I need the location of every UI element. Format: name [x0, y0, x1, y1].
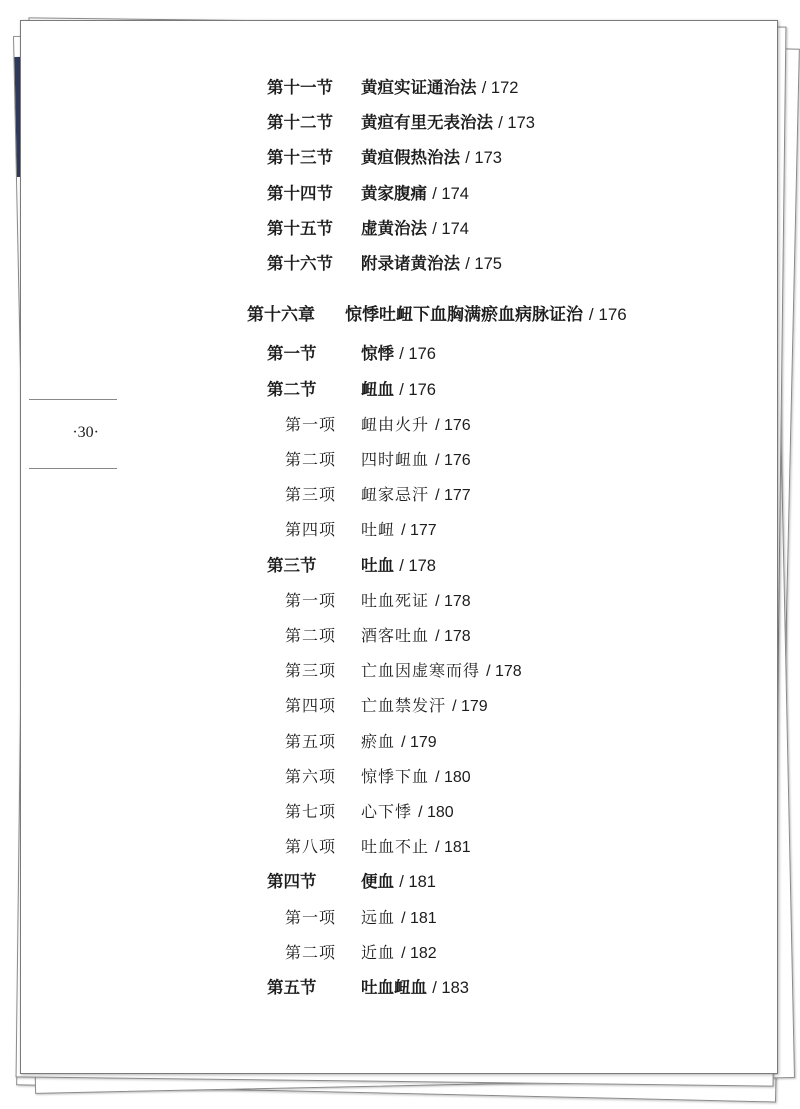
toc-item	[285, 695, 488, 718]
toc-page-ref: / 176	[399, 345, 436, 364]
toc-title: 惊悸吐衄下血胸满瘀血病脉证治	[345, 305, 583, 326]
toc-title: 吐血不止	[361, 837, 430, 857]
toc-page-ref: / 173	[465, 149, 502, 168]
toc-title: 瘀血	[361, 731, 396, 751]
toc-section	[267, 253, 502, 275]
toc-label: 第十一节	[267, 78, 333, 97]
toc-item	[285, 801, 454, 824]
toc-label: 第一项	[285, 414, 337, 434]
toc-label: 第五节	[267, 978, 317, 997]
toc-page-ref: / 173	[498, 114, 535, 133]
toc-title: 亡血禁发汗	[361, 696, 447, 716]
toc-label: 第一项	[285, 590, 337, 610]
toc-label: 第三项	[285, 661, 337, 681]
toc-label: 第十二节	[267, 113, 333, 133]
toc-item	[285, 484, 471, 507]
toc-item	[285, 519, 437, 542]
toc-label: 第二项	[285, 626, 337, 645]
toc-title: 惊悸下血	[361, 766, 430, 786]
toc-section	[267, 555, 436, 577]
toc-page-ref: / 176	[435, 416, 471, 434]
toc-label: 第三项	[285, 485, 337, 505]
toc-page-ref: / 183	[432, 979, 469, 997]
toc-title: 吐血衄血	[361, 978, 427, 997]
toc-title: 附录诸黄治法	[361, 254, 460, 273]
toc-page-ref: / 179	[452, 698, 488, 716]
toc-page-ref: / 181	[401, 909, 437, 927]
page-number-block	[29, 399, 117, 469]
toc-label: 第二节	[267, 379, 317, 399]
toc-page-ref: / 172	[481, 79, 519, 97]
toc-title: 虚黄治法	[361, 218, 427, 238]
toc-title: 吐血死证	[361, 590, 430, 610]
toc-label: 第十六节	[267, 254, 333, 273]
toc-label: 第二项	[285, 942, 337, 962]
toc-item	[285, 414, 471, 437]
toc-label: 第六项	[285, 766, 337, 786]
toc-label: 第十六章	[247, 305, 315, 326]
toc-item	[285, 590, 471, 613]
toc-title: 衄由火升	[361, 414, 430, 434]
toc-label: 第十四节	[267, 183, 333, 203]
toc-item	[285, 942, 437, 965]
toc-title: 酒客吐血	[361, 626, 430, 645]
toc-title: 亡血因虚寒而得	[361, 661, 481, 681]
toc-page-ref: / 181	[435, 839, 471, 857]
toc-title: 吐血	[361, 555, 394, 575]
toc-title: 近血	[361, 942, 396, 962]
toc-label: 第一节	[267, 344, 317, 364]
toc-label: 第四项	[285, 520, 337, 540]
toc-section	[267, 183, 469, 205]
toc-item	[285, 766, 471, 789]
toc-page-ref: / 181	[399, 873, 436, 892]
toc-label: 第十五节	[267, 218, 333, 238]
toc-section	[267, 112, 535, 134]
toc-label: 第八项	[285, 837, 337, 857]
toc-item	[285, 907, 437, 930]
toc-page-ref: / 177	[401, 522, 437, 540]
toc-item	[285, 625, 471, 648]
toc-page-ref: / 182	[401, 944, 437, 962]
toc-title: 黄疸有里无表治法	[361, 113, 493, 133]
toc-page-ref: / 178	[435, 592, 471, 610]
toc-chapter	[247, 304, 627, 326]
toc-page-ref: / 176	[435, 452, 471, 469]
toc-item	[285, 836, 471, 859]
toc-label: 第二项	[285, 450, 337, 469]
toc-title: 心下悸	[361, 802, 413, 821]
toc-page-ref: / 174	[432, 184, 469, 203]
toc-section	[267, 379, 436, 401]
toc-page-ref: / 179	[401, 733, 437, 751]
page-number: ·30·	[72, 424, 99, 441]
toc-label: 第一项	[285, 907, 337, 927]
toc-page-ref: / 174	[432, 219, 469, 238]
toc-title: 四时衄血	[361, 450, 430, 469]
toc-section	[267, 343, 436, 365]
toc-section	[267, 977, 469, 999]
toc-label: 第四项	[285, 696, 337, 716]
toc-page-ref: / 176	[399, 380, 436, 399]
toc-section	[267, 218, 469, 240]
toc-title: 黄疸实证通治法	[361, 78, 477, 97]
toc-item	[285, 731, 437, 754]
toc-section	[267, 77, 518, 99]
toc-page-ref: / 180	[435, 768, 471, 786]
toc-page-ref: / 178	[486, 663, 522, 681]
toc-title: 黄疸假热治法	[361, 148, 460, 168]
toc-label: 第四节	[267, 872, 317, 892]
toc-title: 衄家忌汗	[361, 485, 430, 505]
toc-item	[285, 449, 471, 472]
toc-label: 第十三节	[267, 148, 333, 168]
document-page	[20, 20, 778, 1074]
toc-label: 第七项	[285, 802, 337, 821]
toc-title: 惊悸	[361, 344, 394, 364]
toc-page-ref: / 175	[465, 255, 502, 273]
toc-page-ref: / 178	[399, 556, 436, 575]
toc-title: 衄血	[361, 379, 394, 399]
toc-page-ref: / 177	[435, 487, 471, 505]
toc-section	[267, 871, 436, 893]
toc-page-ref: / 176	[588, 305, 627, 325]
toc-item	[285, 660, 522, 683]
toc-title: 远血	[361, 907, 396, 927]
toc-label: 第五项	[285, 731, 337, 751]
toc-page-ref: / 180	[418, 804, 454, 821]
toc-page-ref: / 178	[435, 628, 471, 645]
toc-label: 第三节	[267, 555, 317, 575]
toc-section	[267, 147, 502, 169]
toc-title: 吐衄	[361, 520, 396, 540]
toc-title: 便血	[361, 872, 394, 892]
toc-title: 黄家腹痛	[361, 183, 427, 203]
